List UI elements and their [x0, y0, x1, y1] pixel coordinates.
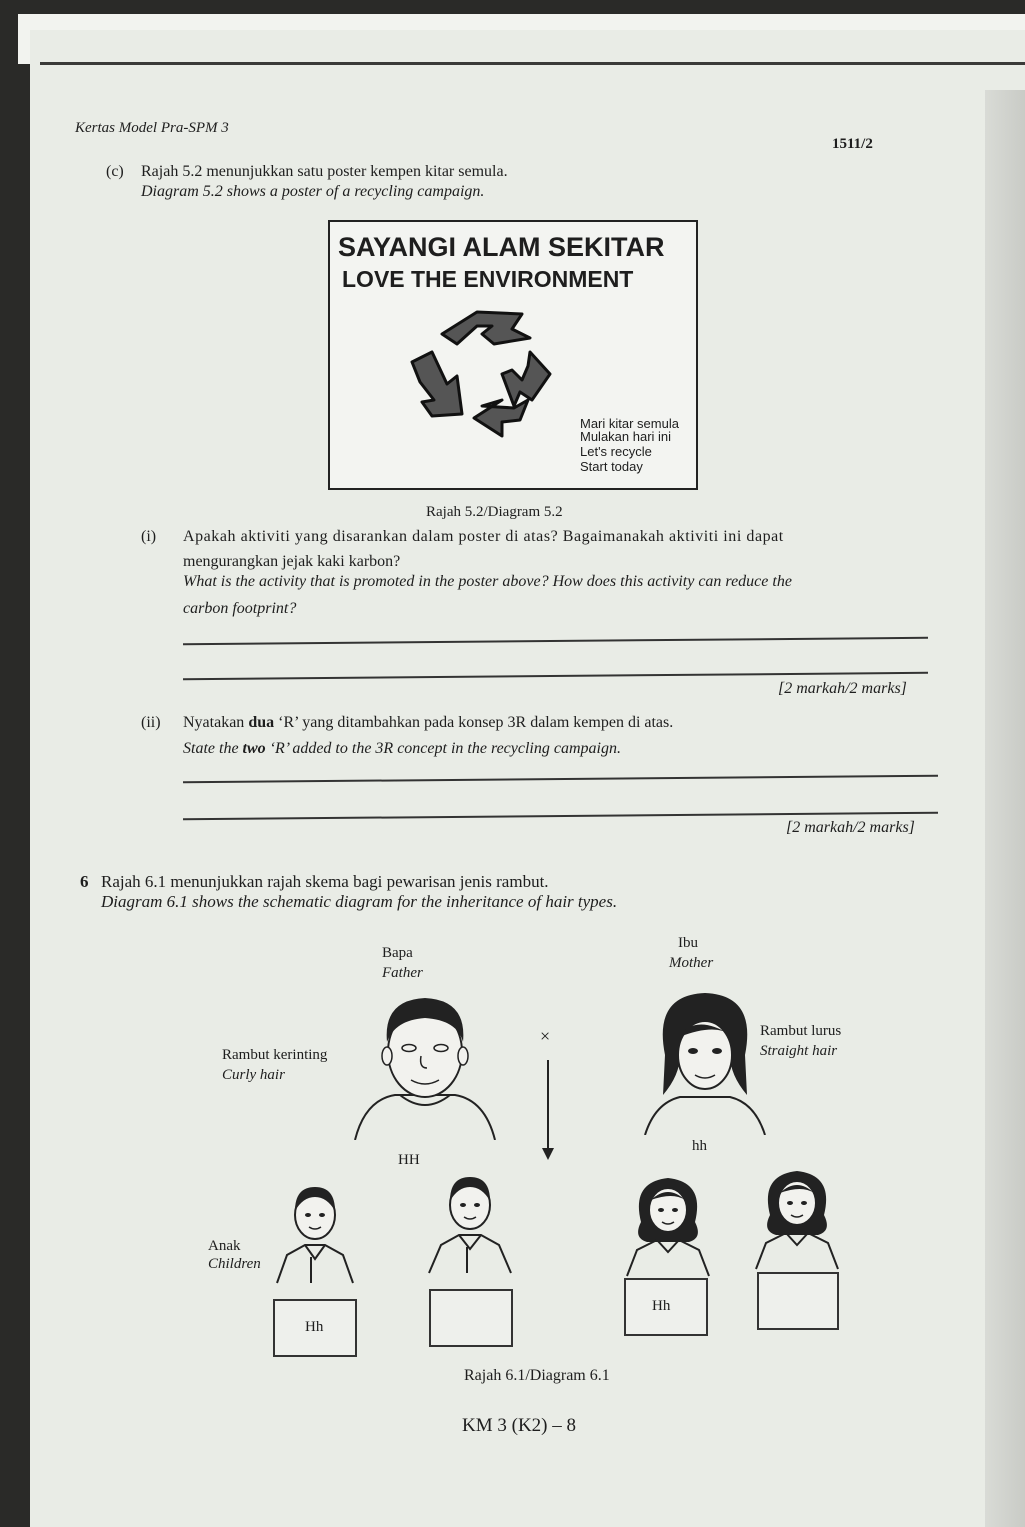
q6-number: 6: [80, 872, 89, 891]
q5ci-marks: [2 markah/2 marks]: [778, 680, 907, 697]
poster-title-malay: SAYANGI ALAM SEKITAR: [338, 232, 665, 262]
curly-hair-english: Curly hair: [222, 1067, 285, 1083]
inheritance-arrow: [538, 1058, 558, 1162]
mother-genotype: hh: [692, 1138, 707, 1154]
poster-line-3: Let's recycle: [580, 444, 652, 459]
q5ci-malay-2: mengurangkan jejak kaki karbon?: [183, 553, 401, 570]
child-2-genotype-box[interactable]: [429, 1289, 513, 1347]
poster-title-english: LOVE THE ENVIRONMENT: [342, 266, 634, 292]
q5ci-english-2: carbon footprint?: [183, 600, 297, 617]
q5cii-english: State the two ‘R’ added to the 3R concept in the recycling campaign.: [183, 740, 621, 757]
q6-english: Diagram 6.1 shows the schematic diagram for the inheritance of hair types.: [101, 892, 618, 911]
q5ci-malay-1: Apakah aktiviti yang disarankan dalam poster di atas? Bagaimanakah aktiviti ini dapat: [183, 528, 784, 545]
mother-label-malay: Ibu: [678, 935, 698, 951]
recycle-icon: [402, 304, 562, 444]
children-label-english: Children: [208, 1256, 261, 1272]
poster-line-1: Mari kitar semula: [580, 416, 679, 431]
diagram-6-1-caption: Rajah 6.1/Diagram 6.1: [464, 1367, 610, 1384]
header-rule: [40, 62, 1025, 65]
child-boy-2-figure: [425, 1173, 515, 1283]
poster-line-2: Mulakan hari ini: [580, 429, 672, 444]
child-1-genotype: Hh: [305, 1319, 324, 1335]
paper-code: 1511/2: [832, 136, 873, 152]
q6-malay: Rajah 6.1 menunjukkan rajah skema bagi pewarisan jenis rambut.: [101, 872, 549, 891]
mother-label-english: Mother: [669, 955, 714, 971]
child-boy-1-figure: [275, 1183, 355, 1293]
paper-title: Kertas Model Pra-SPM 3: [75, 120, 229, 136]
q5cii-malay: Nyatakan dua ‘R’ yang ditambahkan pada konsep 3R dalam kempen di atas.: [183, 714, 674, 731]
child-3-genotype-box: [624, 1278, 708, 1336]
poster-line-4: Start today: [580, 459, 643, 474]
q5c-english: Diagram 5.2 shows a poster of a recycling campaign.: [141, 183, 485, 200]
child-1-genotype-box: [273, 1299, 357, 1357]
father-genotype: HH: [398, 1152, 420, 1168]
mother-figure: [635, 985, 775, 1135]
cross-symbol: ×: [540, 1026, 551, 1046]
recycling-poster: [328, 220, 698, 490]
q5ci-label: (i): [141, 528, 157, 545]
children-label-malay: Anak: [208, 1238, 241, 1254]
child-girl-1-figure: [623, 1172, 713, 1282]
child-4-genotype-box[interactable]: [757, 1272, 839, 1330]
father-label-english: Father: [382, 965, 423, 981]
curly-hair-malay: Rambut kerinting: [222, 1047, 328, 1063]
straight-hair-english: Straight hair: [760, 1043, 838, 1059]
father-label-malay: Bapa: [382, 945, 413, 961]
diagram-5-2-caption: Rajah 5.2/Diagram 5.2: [426, 504, 563, 520]
straight-hair-malay: Rambut lurus: [760, 1023, 842, 1039]
child-girl-2-figure: [752, 1165, 842, 1275]
q5cii-marks: [2 markah/2 marks]: [786, 819, 915, 836]
page-edge: [985, 90, 1025, 1527]
q5c-label: (c): [106, 163, 124, 180]
father-figure: [335, 990, 515, 1140]
q5c-malay: Rajah 5.2 menunjukkan satu poster kempen kitar semula.: [141, 163, 508, 180]
page-footer: KM 3 (K2) – 8: [462, 1415, 576, 1436]
q5ci-english-1: What is the activity that is promoted in the poster above? How does this activity can reduce the: [183, 573, 792, 590]
child-3-genotype: Hh: [652, 1298, 671, 1314]
q5cii-label: (ii): [141, 714, 161, 731]
